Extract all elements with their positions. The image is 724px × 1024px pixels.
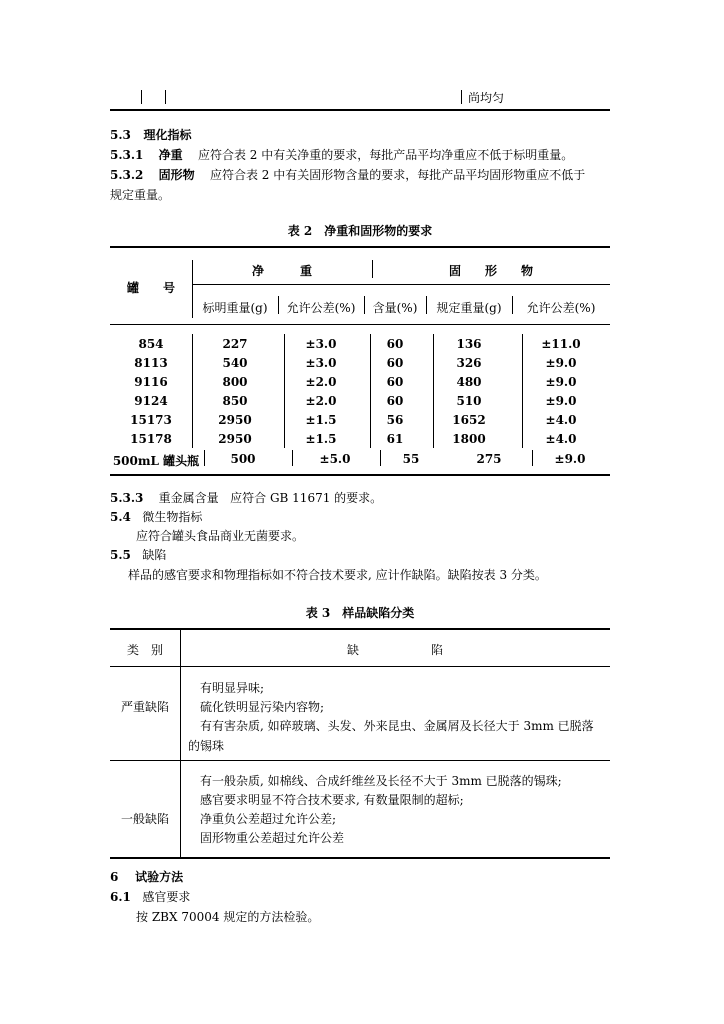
table2-cell: 800 [222, 375, 248, 389]
table2-cell: ±2.0 [305, 394, 337, 408]
table-fragment-rule [141, 90, 142, 104]
section-title: 感官要求 [142, 890, 191, 904]
table2-cell: ±2.0 [305, 375, 337, 389]
table2-cell: ±9.0 [554, 452, 586, 466]
table2-cell: 540 [222, 356, 248, 370]
table2-group-net-weight: 净 重 [251, 264, 312, 278]
table2-cell: 61 [386, 432, 404, 446]
table2-divider [204, 450, 205, 466]
table3-serious-item-continued: 的锡珠 [188, 739, 225, 753]
table2-cell: 500 [230, 452, 256, 466]
table2-cell-can: 8113 [134, 356, 168, 370]
table2-cell: ±1.5 [305, 432, 337, 446]
section-title: 试验方法 [135, 870, 184, 884]
clause-5-3-2 [110, 166, 585, 183]
clause-number: 5.3.2 [110, 168, 144, 182]
section-title: 缺陷 [142, 548, 167, 562]
table3-serious-label: 严重缺陷 [120, 700, 169, 714]
clause-5-3-3 [110, 489, 382, 506]
table2-cell: ±4.0 [545, 432, 577, 446]
table3-general-item: 净重负公差超过允许公差; [200, 812, 337, 826]
table-fragment-bottom-rule [110, 109, 610, 111]
section-title: 微生物指标 [142, 510, 203, 524]
table2-caption: 表 2 净重和固形物的要求 [287, 224, 433, 238]
table3-row-rule [110, 760, 610, 761]
section-5-4-heading [110, 508, 202, 525]
table3-bottom-rule [110, 857, 610, 859]
table3-top-rule [110, 628, 610, 630]
table2-group-rule [192, 284, 610, 285]
table2-cell-can: 15178 [130, 432, 172, 446]
table2-subheader: 标明重量(g) [202, 301, 268, 315]
section-6-1-heading [110, 888, 190, 905]
section-number: 5.3 [110, 128, 131, 142]
table2-cell: ±3.0 [305, 337, 337, 351]
table3-general-item: 感官要求明显不符合技术要求, 有数量限制的超标; [200, 793, 464, 807]
table2-cell: 480 [456, 375, 482, 389]
table3-col-category: 类 别 [126, 643, 163, 657]
clause-title: 重金属含量 [158, 491, 219, 505]
table2-cell: 55 [402, 452, 420, 466]
clause-title: 净重 [158, 148, 183, 162]
section-5-5-heading [110, 546, 166, 563]
section-6-1-text: 按 ZBX 70004 规定的方法检验。 [136, 910, 320, 924]
table2-cell: ±9.0 [545, 356, 577, 370]
section-number: 6 [110, 870, 119, 884]
table2-subheader: 允许公差(%) [526, 301, 596, 315]
table2-divider [532, 450, 533, 466]
table3-serious-item: 硫化铁明显污染内容物; [200, 700, 325, 714]
table2-cell: 136 [456, 337, 482, 351]
table2-cell: ±4.0 [545, 413, 577, 427]
table2-divider [370, 334, 371, 448]
section-number: 6.1 [110, 890, 131, 904]
table2-cell: 56 [386, 413, 404, 427]
table2-cell: 1652 [452, 413, 486, 427]
clause-number: 5.3.1 [110, 148, 144, 162]
table-fragment-rule [461, 90, 462, 104]
table3-general-label: 一般缺陷 [120, 812, 169, 826]
table3-general-item: 有一般杂质, 如棉线、合成纤维丝及长径不大于 3mm 已脱落的锡珠; [200, 774, 562, 788]
table2-divider [380, 450, 381, 466]
section-title: 理化指标 [143, 128, 192, 142]
table2-cell: ±5.0 [319, 452, 351, 466]
table2-cell-can: 500mL 罐头瓶 [112, 454, 200, 468]
table3-header-rule [110, 666, 610, 667]
table2-cell-can: 9116 [134, 375, 168, 389]
table2-subheader: 含量(%) [372, 301, 418, 315]
table2-subheader: 允许公差(%) [286, 301, 356, 315]
clause-5-3-2-continued: 规定重量。 [110, 188, 171, 202]
table2-col-can-number: 罐 号 [126, 281, 175, 295]
section-number: 5.4 [110, 510, 131, 524]
clause-text: 应符合表 2 中有关固形物含量的要求，每批产品平均固形物重应不低于 [209, 168, 586, 182]
table2-header-rule [110, 324, 610, 325]
table2-cell: ±3.0 [305, 356, 337, 370]
table2-cell: 850 [222, 394, 248, 408]
clause-text: 应符合 GB 11671 的要求。 [230, 491, 383, 505]
section-6-heading [110, 868, 183, 885]
table3-caption: 表 3 样品缺陷分类 [305, 606, 415, 620]
table3-divider [180, 630, 181, 858]
section-5-3-heading [110, 126, 191, 143]
table3-col-defect: 缺 陷 [346, 643, 443, 657]
table2-divider [284, 334, 285, 448]
table2-cell-can: 15173 [130, 413, 172, 427]
table2-cell: 2950 [218, 413, 252, 427]
table2-top-rule [110, 246, 610, 248]
table2-cell: ±1.5 [305, 413, 337, 427]
clause-5-3-1 [110, 146, 573, 163]
table2-cell: 510 [456, 394, 482, 408]
table2-cell: 60 [386, 356, 404, 370]
table2-cell-can: 9124 [134, 394, 168, 408]
table2-cell: 60 [386, 337, 404, 351]
table2-cell: 60 [386, 394, 404, 408]
table2-cell-can: 854 [138, 337, 164, 351]
table2-cell: ±9.0 [545, 375, 577, 389]
table3-serious-item: 有明显异味; [200, 681, 265, 695]
table2-divider [433, 334, 434, 448]
table-fragment-rule [165, 90, 166, 104]
section-5-5-text: 样品的感官要求和物理指标如不符合技术要求, 应计作缺陷。缺陷按表 3 分类。 [128, 568, 547, 582]
section-number: 5.5 [110, 548, 131, 562]
table2-cell: 2950 [218, 432, 252, 446]
table2-cell: 227 [222, 337, 248, 351]
table2-bottom-rule [110, 474, 610, 476]
table2-cell: 60 [386, 375, 404, 389]
table2-group-solids: 固 形 物 [448, 264, 533, 278]
table3-serious-item: 有有害杂质, 如碎玻璃、头发、外来昆虫、金属屑及长径大于 3mm 已脱落 [200, 719, 594, 733]
table2-cell: ±11.0 [541, 337, 581, 351]
clause-text: 应符合表 2 中有关净重的要求，每批产品平均净重应不低于标明重量。 [197, 148, 574, 162]
table-fragment-text: 尚均匀 [468, 91, 505, 105]
table2-cell: 275 [476, 452, 502, 466]
clause-number: 5.3.3 [110, 491, 144, 505]
clause-title: 固形物 [158, 168, 195, 182]
table2-subheader: 规定重量(g) [436, 301, 502, 315]
table2-divider [522, 334, 523, 448]
section-5-4-text: 应符合罐头食品商业无菌要求。 [136, 529, 305, 543]
table2-cell: 1800 [452, 432, 486, 446]
table3-general-item: 固形物重公差超过允许公差 [200, 831, 345, 845]
table2-cell: 326 [456, 356, 482, 370]
table2-cell: ±9.0 [545, 394, 577, 408]
table2-divider [292, 450, 293, 466]
table2-divider [192, 334, 193, 448]
